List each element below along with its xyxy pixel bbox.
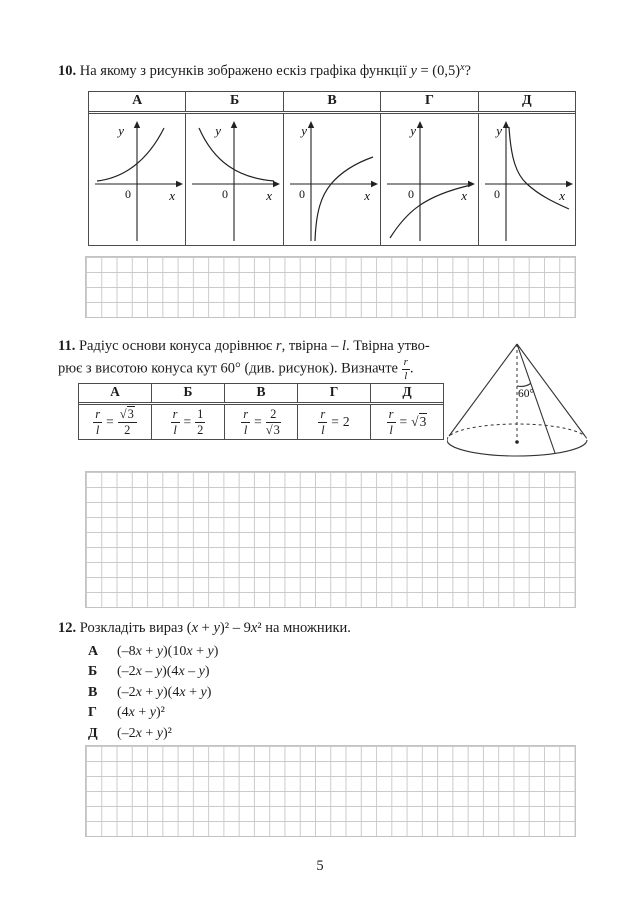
question-12-number: 12. — [58, 620, 77, 636]
q10-graph-a — [89, 114, 186, 245]
graph-exponential-increasing — [89, 114, 185, 245]
q10-table-header-row — [89, 92, 575, 114]
svg-text:x: x — [169, 188, 175, 203]
q11-answer-v: $\frac{r}{l}$ = $\frac{2}{√3}$ — [225, 405, 298, 439]
question-11-line2: рює з висотою конуса кут 60° (див. рисунок). Визначте — [58, 360, 398, 377]
graph-exponential-decreasing — [186, 114, 282, 245]
q11-option-header-a: А — [79, 384, 152, 402]
svg-text:x: x — [266, 188, 273, 203]
question-10 — [58, 58, 598, 81]
q12-option-d: Д (–2x + y)² — [88, 725, 172, 741]
graph-logarithm-decreasing — [479, 114, 575, 245]
svg-text:0: 0 — [222, 187, 229, 201]
svg-text:x: x — [558, 188, 565, 203]
q11-option-header-d: Д — [402, 384, 412, 399]
q11-options-table — [78, 383, 444, 440]
angle-arc — [517, 384, 531, 387]
svg-text:y: y — [301, 123, 307, 138]
q12-option-b: Б (–2x – y)(4x – y) — [88, 664, 210, 680]
q11-answer-b: $\frac{r}{l}$ = $\frac{1}{2}$ — [152, 405, 225, 439]
question-10-number: 10. — [58, 63, 77, 79]
svg-text:0: 0 — [125, 187, 131, 201]
q11-answer-g: $\frac{r}{l}$ = 2 — [298, 405, 371, 439]
graph-logarithm-increasing — [284, 114, 380, 245]
question-11: 11. Радіус основи конуса дорівнює r, твірна – l. Твірна утво- рює з висотою конуса кут 60° (див. рисунок). Визначте $\frac{r}{l}$ . — [58, 338, 430, 383]
q11-table-answer-row — [79, 405, 443, 439]
q10-option-header-v: В — [284, 92, 381, 111]
question-10-formula: $y = (0,5)^x$? — [410, 62, 471, 79]
question-12 — [58, 618, 598, 638]
q11-table-header-row — [79, 384, 443, 405]
q11-option-header-g: Г — [298, 384, 371, 402]
cone-left-edge — [449, 344, 517, 436]
q11-answer-d: $\frac{r}{l}$ = √3 — [388, 407, 427, 437]
q10-graph-d — [479, 114, 575, 245]
graph-negative-approaching-axis — [381, 114, 477, 245]
q12-option-g: Г (4x + y)² — [88, 705, 165, 721]
q12-option-a: А (–8x + y)(10x + y) — [88, 644, 219, 659]
q10-graph-b — [186, 114, 283, 245]
question-11-number: 11. — [58, 338, 76, 354]
q10-option-header-b: Б — [186, 92, 283, 111]
cone-base-center-dot — [515, 440, 519, 444]
ratio-r-over-l: $\frac{r}{l}$ — [403, 356, 408, 383]
question-10-text: На якому з рисунків зображено ескіз графіка функції — [79, 63, 407, 79]
q11-answer-a: $\frac{r}{l}$ = $\frac{√3}{2}$ — [79, 405, 152, 439]
q10-options-table — [88, 91, 576, 246]
svg-text:0: 0 — [493, 187, 500, 201]
q12-option-v: В (–2x + y)(4x + y) — [88, 684, 212, 700]
cone-figure — [447, 332, 597, 467]
cone-base-back-arc — [447, 424, 587, 440]
q11-option-header-v: В — [225, 384, 298, 402]
q12-options-list — [88, 642, 218, 744]
q10-option-header-d: Д — [522, 93, 532, 108]
svg-text:y: y — [118, 123, 124, 138]
q11-option-header-b: Б — [152, 384, 225, 402]
question-11-line1: Радіус основи конуса дорівнює r, твірна – l. Твірна утво- — [78, 338, 430, 354]
q10-option-header-a: А — [89, 92, 186, 111]
q10-option-header-g: Г — [381, 92, 478, 111]
angle-label: 60° — [518, 388, 535, 400]
svg-text:0: 0 — [408, 187, 415, 201]
answer-grid-q12 — [85, 745, 576, 837]
page-number: 5 — [316, 858, 324, 874]
svg-text:y: y — [495, 123, 502, 138]
svg-text:x: x — [364, 188, 370, 203]
svg-text:0: 0 — [298, 187, 305, 201]
q10-table-body-row — [89, 114, 575, 245]
q10-graph-g — [381, 114, 478, 245]
question-12-title: Розкладіть вираз (x + y)² – 9x² на множники. — [79, 620, 351, 636]
answer-grid-q10 — [85, 256, 576, 318]
svg-text:y: y — [410, 123, 417, 138]
q10-graph-v — [284, 114, 381, 245]
svg-text:y: y — [215, 123, 222, 138]
answer-grid-q11 — [85, 471, 576, 608]
svg-text:x: x — [461, 188, 468, 203]
